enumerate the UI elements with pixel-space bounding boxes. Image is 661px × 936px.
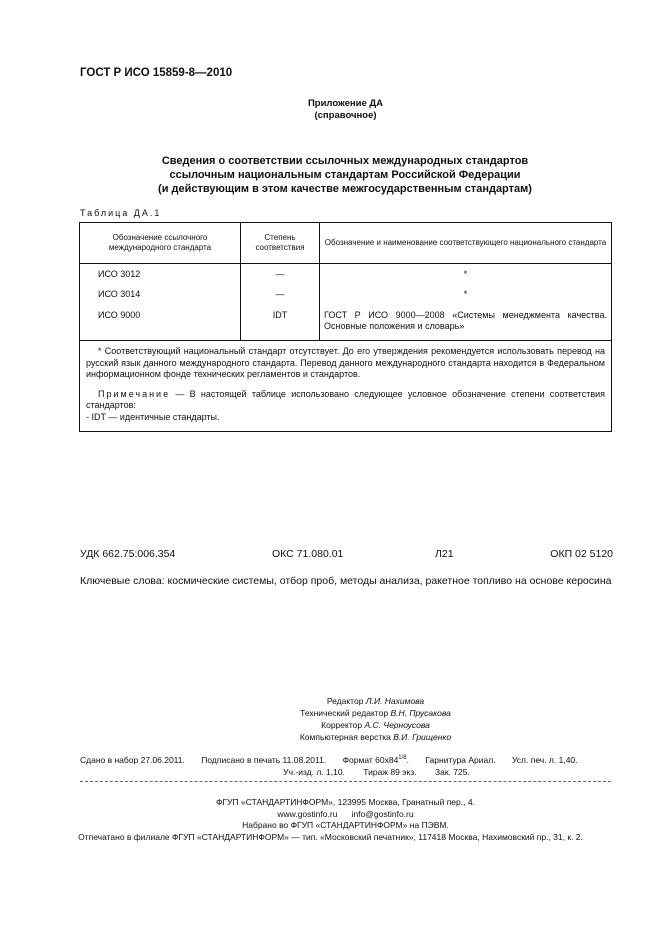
appendix-title: Приложение ДА xyxy=(307,98,384,109)
section-title-line: (и действующим в этом качестве межгосударственным стандартам) xyxy=(158,183,532,195)
publisher-block xyxy=(0,797,661,843)
editor-label: Редактор xyxy=(326,696,364,706)
print-info-row xyxy=(80,752,613,766)
corrector-name: А.С. Черноусова xyxy=(364,720,430,730)
cell-ref: ИСО 9000 xyxy=(80,304,241,341)
note xyxy=(86,389,605,412)
tech-editor-line xyxy=(0,707,661,719)
corrector-label: Корректор xyxy=(321,720,363,730)
table-row xyxy=(80,284,612,304)
cell-national: * xyxy=(320,264,612,285)
editors-block xyxy=(0,695,661,743)
cell-ref: ИСО 3012 xyxy=(80,264,241,285)
cell-national: * xyxy=(320,284,612,304)
cell-national-line: ГОСТ Р ИСО 9000—2008 «Системы менеджмента качества. xyxy=(324,310,607,320)
keywords: Ключевые слова: космические системы, отбор проб, методы анализа, ракетное топливо на основе керосина xyxy=(80,575,612,587)
standards-table xyxy=(79,222,612,432)
table-header-row xyxy=(80,223,612,264)
okp-code: ОКП 02 5120 xyxy=(550,548,613,560)
table-label: Таблица ДА.1 xyxy=(80,208,162,218)
cell-national-line: Основные положения и словарь» xyxy=(324,321,465,331)
sent-date: Сдано в набор 27.06.2011. xyxy=(80,754,185,765)
layout-name: В.И. Грищенко xyxy=(393,732,452,742)
order-number: Зак. 725. xyxy=(434,766,470,777)
editor-name: Л.И. Нахимова xyxy=(365,696,425,706)
tech-editor-name: В.Н. Прусакова xyxy=(390,708,451,718)
note-text: — В настоящей таблице использовано следующее условное обозначение степени соответствия стандартов: xyxy=(86,388,605,410)
table-row xyxy=(80,264,612,285)
oks-code: ОКС 71.080.01 xyxy=(272,548,344,560)
print-run: Тираж 89 экз. xyxy=(363,766,417,777)
format-text: Формат 60х84 xyxy=(342,754,399,765)
l-code: Л21 xyxy=(435,548,454,560)
cell-degree: — xyxy=(241,284,320,304)
udk-code: УДК 662.75:006.354 xyxy=(80,548,176,560)
typeface: Гарнитура Ариал. xyxy=(425,754,496,765)
section-title xyxy=(80,154,610,196)
section-title-line: Сведения о соответствии ссылочных международных стандартов xyxy=(161,155,529,167)
print-sheets: Усл. печ. л. 1,40. xyxy=(511,754,578,765)
note-item: - IDT — идентичные стандарты. xyxy=(86,411,220,422)
layout-line xyxy=(0,731,661,743)
publishing-sheets: Уч.-изд. л. 1,10. xyxy=(283,766,345,777)
tech-editor-label: Технический редактор xyxy=(300,708,389,718)
table-row xyxy=(80,304,612,341)
cell-degree: IDT xyxy=(241,304,320,341)
table-notes-row xyxy=(80,341,612,432)
divider-rule xyxy=(80,781,611,782)
print-info-row xyxy=(80,766,613,778)
appendix-heading xyxy=(0,98,661,122)
cell-ref: ИСО 3014 xyxy=(80,284,241,304)
typeset-info: Набрано во ФГУП «СТАНДАРТИНФОРМ» на ПЭВМ. xyxy=(242,820,449,830)
footnote: * Соответствующий национальный стандарт отсутствует. До его утверждения рекомендуется использовать перевод на русский язык данного международного стандарта. Перевод данного международного стандарта находится в Федеральном информационном фонде технических регламентов и стандартов. xyxy=(86,346,605,379)
corrector-line xyxy=(0,719,661,731)
appendix-subtitle: (справочное) xyxy=(314,110,377,121)
cell-degree: — xyxy=(241,264,320,285)
signed-date: Подписано в печать 11.08.2011. xyxy=(201,754,327,765)
publisher-site[interactable]: www.gostinfo.ru xyxy=(277,808,338,819)
header-degree: Степень соответствия xyxy=(241,223,320,264)
publisher-email[interactable]: info@gostinfo.ru xyxy=(351,808,414,819)
paper-format: Формат $60х84^{1/8}$. xyxy=(342,754,410,765)
publisher-address: ФГУП «СТАНДАРТИНФОРМ», 123995 Москва, Гранатный пер., 4. xyxy=(216,797,475,807)
document-code: ГОСТ Р ИСО 15859-8—2010 xyxy=(80,67,233,79)
print-info xyxy=(80,752,613,778)
publisher-contacts xyxy=(0,809,661,821)
section-title-line: ссылочным национальным стандартам Российской Федерации xyxy=(169,169,521,181)
header-ref-standard: Обозначение ссылочного международного стандарта xyxy=(80,223,241,264)
table-notes xyxy=(80,341,612,432)
header-national-standard: Обозначение и наименование соответствующего национального стандарта xyxy=(320,223,612,264)
editor-line xyxy=(0,695,661,707)
format-fraction: 1/8 xyxy=(398,755,407,761)
note-label: Примечание xyxy=(98,388,171,399)
layout-label: Компьютерная верстка xyxy=(299,732,391,742)
cell-national xyxy=(320,304,612,341)
printed-at: Отпечатано в филиале ФГУП «СТАНДАРТИНФОРМ» — тип. «Московский печатник», 117418 Москва, Нахимовский пр., 31, к. 2. xyxy=(78,831,583,842)
